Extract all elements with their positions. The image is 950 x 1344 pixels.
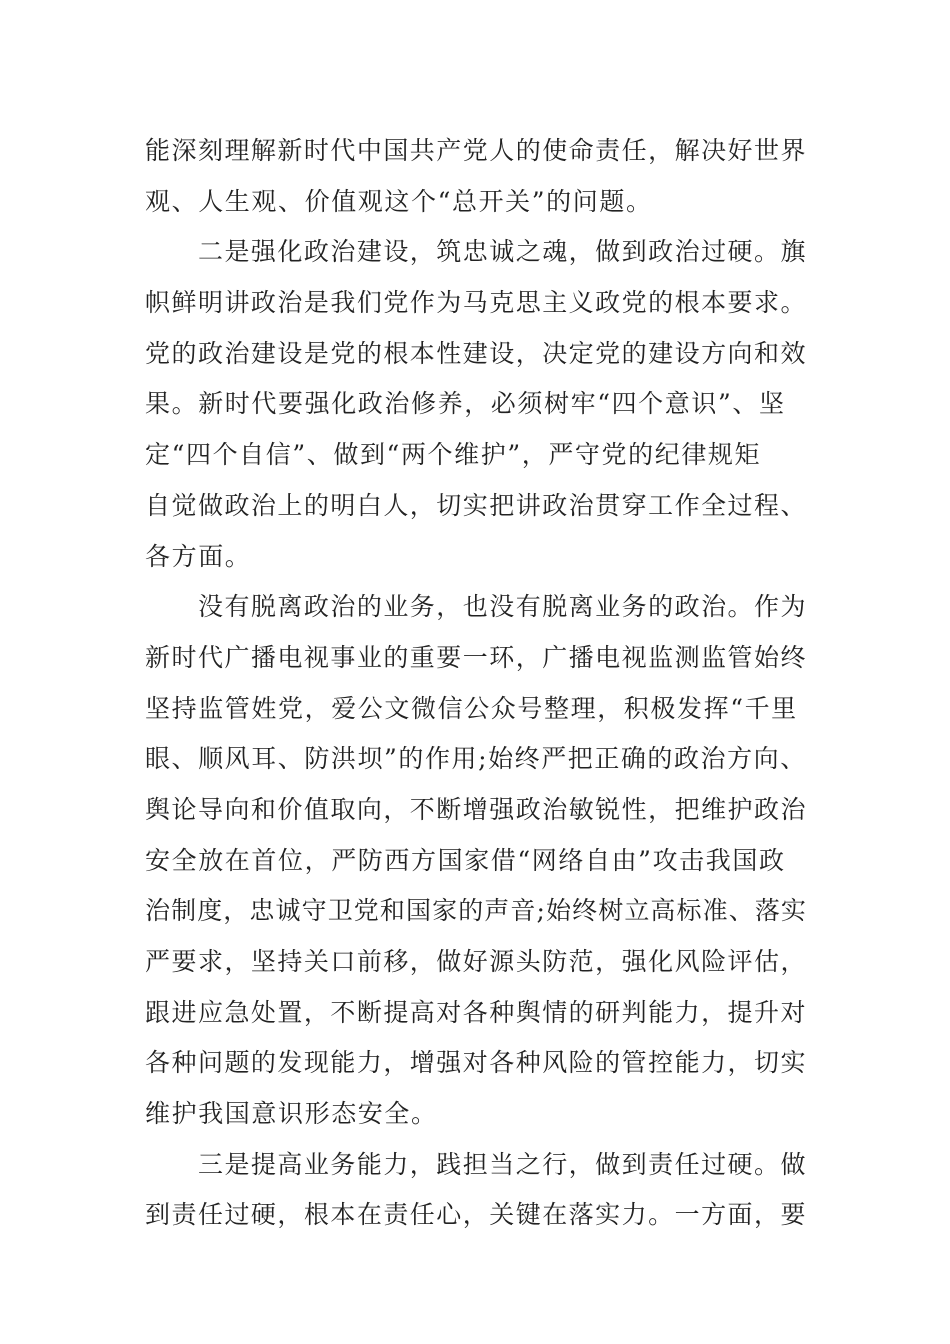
text-line: 严要求，坚持关口前移，做好源头防范，强化风险评估，: [145, 947, 808, 976]
text-line: 党的政治建设是党的根本性建设，决定党的建设方向和效: [145, 338, 808, 368]
text-line: 新时代广播电视事业的重要一环，广播电视监测监管始终: [145, 642, 808, 672]
text-line: 帜鲜明讲政治是我们党作为马克思主义政党的根本要求。: [145, 288, 808, 318]
text-line: 观、人生观、价值观这个“总开关”的问题。: [145, 186, 653, 216]
document-body: [145, 126, 807, 1241]
text-line: 各种问题的发现能力，增强对各种风险的管控能力，切实: [145, 1048, 808, 1078]
text-line: 到责任过硬，根本在责任心，关键在落实力。一方面，要: [145, 1200, 808, 1230]
text-line: 果。新时代要强化政治修养，必须树牢“四个意识”、坚: [145, 389, 786, 419]
text-line: 安全放在首位，严防西方国家借“网络自由”攻击我国政: [145, 845, 786, 875]
paragraph: [145, 126, 807, 227]
text-line: 眼、顺风耳、防洪坝”的作用;始终严把正确的政治方向、: [145, 744, 807, 774]
text-line: 坚持监管姓党，爱公文微信公众号整理，积极发挥“千里: [145, 693, 798, 723]
text-line: 三是提高业务能力，践担当之行，做到责任过硬。做: [145, 1149, 808, 1179]
text-line: 自觉做政治上的明白人，切实把讲政治贯穿工作全过程、: [145, 490, 808, 520]
text-line: 治制度，忠诚守卫党和国家的声音;始终树立高标准、落实: [145, 896, 808, 926]
paragraph: [145, 227, 807, 582]
text-line: 没有脱离政治的业务，也没有脱离业务的政治。作为: [145, 592, 808, 622]
text-line: 定“四个自信”、做到“两个维护”，严守党的纪律规矩: [145, 440, 762, 470]
paragraph: [145, 1140, 807, 1241]
text-line: 二是强化政治建设，筑忠诚之魂，做到政治过硬。旗: [145, 237, 808, 267]
paragraph: [145, 582, 807, 1140]
text-line: 跟进应急处置，不断提高对各种舆情的研判能力，提升对: [145, 997, 808, 1027]
text-line: 舆论导向和价值取向，不断增强政治敏锐性，把维护政治: [145, 794, 808, 824]
text-line: 维护我国意识形态安全。: [145, 1099, 438, 1129]
text-line: 能深刻理解新时代中国共产党人的使命责任，解决好世界: [145, 136, 808, 165]
text-line: 各方面。: [145, 541, 252, 571]
